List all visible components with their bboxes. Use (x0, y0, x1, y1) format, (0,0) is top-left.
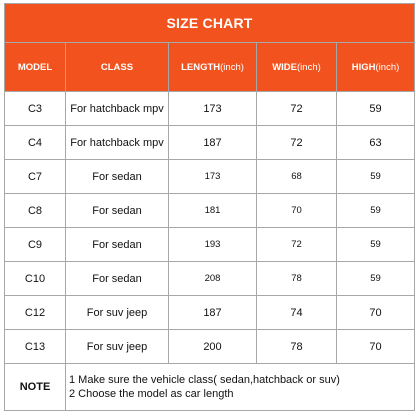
cell-class: For hatchback mpv (66, 92, 169, 126)
table-row (5, 330, 415, 364)
column-header-unit: (inch) (375, 61, 400, 73)
cell-high: 59 (337, 194, 415, 228)
cell-model: C13 (5, 330, 66, 364)
cell-class: For sedan (66, 262, 169, 296)
column-header-wide (257, 43, 337, 92)
cell-length: 187 (169, 296, 257, 330)
cell-wide: 72 (257, 228, 337, 262)
note-label: NOTE (5, 364, 66, 411)
note-line: 2 Choose the model as car length (69, 388, 234, 400)
column-header-label: LENGTH (181, 61, 221, 73)
table-row (5, 160, 415, 194)
cell-model: C12 (5, 296, 66, 330)
cell-wide: 72 (257, 92, 337, 126)
cell-class: For suv jeep (66, 330, 169, 364)
column-header-label: MODEL (17, 61, 53, 73)
cell-class: For suv jeep (66, 296, 169, 330)
chart-title: SIZE CHART (5, 4, 415, 43)
cell-class: For sedan (66, 228, 169, 262)
table-row (5, 126, 415, 160)
cell-wide: 78 (257, 262, 337, 296)
cell-length: 187 (169, 126, 257, 160)
note-line: 1 Make sure the vehicle class( sedan,hatchback or suv) (69, 374, 340, 386)
cell-high: 59 (337, 92, 415, 126)
size-chart-table (4, 3, 415, 411)
note-text (66, 364, 415, 411)
cell-high: 59 (337, 228, 415, 262)
cell-high: 59 (337, 262, 415, 296)
table-row (5, 228, 415, 262)
cell-class: For sedan (66, 194, 169, 228)
cell-wide: 70 (257, 194, 337, 228)
column-header-label: CLASS (100, 61, 134, 73)
column-header-label: HIGH (351, 61, 376, 73)
cell-high: 70 (337, 296, 415, 330)
column-header-label: WIDE (272, 61, 298, 73)
table-row (5, 194, 415, 228)
cell-length: 208 (169, 262, 257, 296)
table-row (5, 92, 415, 126)
cell-length: 200 (169, 330, 257, 364)
cell-model: C9 (5, 228, 66, 262)
cell-wide: 68 (257, 160, 337, 194)
table-row (5, 296, 415, 330)
cell-length: 181 (169, 194, 257, 228)
cell-model: C7 (5, 160, 66, 194)
header-row (5, 43, 415, 92)
cell-length: 173 (169, 160, 257, 194)
cell-wide: 78 (257, 330, 337, 364)
cell-model: C10 (5, 262, 66, 296)
cell-high: 70 (337, 330, 415, 364)
cell-class: For hatchback mpv (66, 126, 169, 160)
table-row (5, 262, 415, 296)
column-header-model (5, 43, 66, 92)
cell-wide: 74 (257, 296, 337, 330)
cell-wide: 72 (257, 126, 337, 160)
note-row (5, 364, 415, 411)
cell-model: C4 (5, 126, 66, 160)
column-header-class (66, 43, 169, 92)
cell-model: C3 (5, 92, 66, 126)
cell-class: For sedan (66, 160, 169, 194)
cell-length: 193 (169, 228, 257, 262)
cell-high: 63 (337, 126, 415, 160)
column-header-unit: (inch) (220, 61, 244, 73)
column-header-length (169, 43, 257, 92)
title-row (5, 4, 415, 43)
column-header-high (337, 43, 415, 92)
column-header-unit: (inch) (297, 61, 321, 73)
cell-length: 173 (169, 92, 257, 126)
cell-model: C8 (5, 194, 66, 228)
cell-high: 59 (337, 160, 415, 194)
